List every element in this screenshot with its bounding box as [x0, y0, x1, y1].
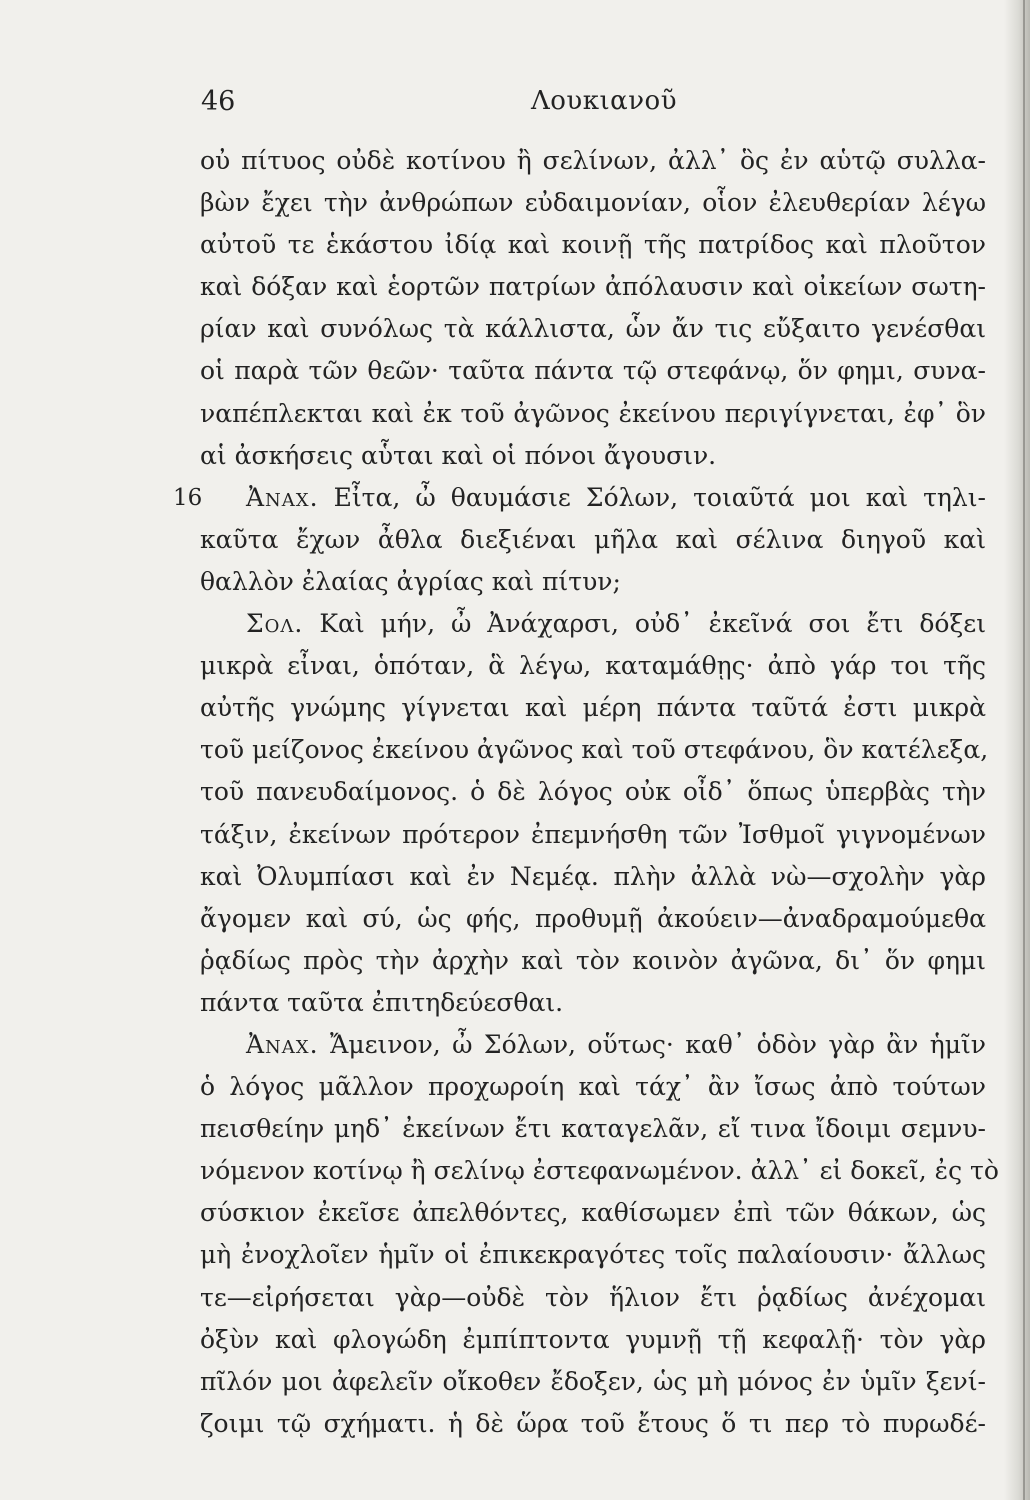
text-line: μὴ ἐνοχλοῖεν ἡμῖν οἱ ἐπικεκραγότες τοῖς παλαίουσιν· ἄλλως	[200, 1240, 986, 1270]
text-line: ρίαν καὶ συνόλως τὰ κάλλιστα, ὧν ἄν τις εὔξαιτο γενέσθαι	[200, 314, 986, 344]
text-line: τοῦ μείζονος ἐκείνου ἀγῶνος καὶ τοῦ στεφάνου, ὃν κατέλεξα,	[200, 735, 989, 765]
text-line: ὀξὺν καὶ φλογώδη ἐμπίπτοντα γυμνῇ τῇ κεφαλῇ· τὸν γὰρ	[200, 1324, 986, 1354]
text-line: πάντα ταῦτα ἐπιτηδεύεσθαι.	[200, 987, 564, 1017]
text-line: οὐ πίτυος οὐδὲ κοτίνου ἢ σελίνων, ἀλλ᾽ ὃς ἐν αὑτῷ συλλα-	[200, 146, 986, 175]
page-edge-line	[1023, 0, 1025, 1500]
line-text: Εἶτα, ὦ θαυμάσιε Σόλων, τοιαῦτά μοι καὶ τηλι-	[333, 482, 986, 512]
text-line: πῖλόν μοι ἀφελεῖν οἴκοθεν ἔδοξεν, ὡς μὴ μόνος ἐν ὑμῖν ξενί-	[200, 1366, 986, 1396]
text-line: αὐτῆς γνώμης γίγνεται καὶ μέρη πάντα ταῦτά ἐστι μικρὰ	[200, 693, 986, 723]
text-line: ὁ λόγος μᾶλλον προχωροίη καὶ τάχ᾽ ἂν ἴσως ἀπὸ τούτων	[200, 1072, 986, 1102]
speaker-label: Ἀναχ.	[246, 482, 319, 512]
body-text	[173, 140, 999, 1445]
text-line: αἱ ἀσκήσεις αὗται καὶ οἱ πόνοι ἄγουσιν.	[200, 440, 717, 470]
section-number: 16	[173, 484, 203, 511]
text-line: ἄγομεν καὶ σύ, ὡς φής, προθυμῇ ἀκούειν—ἀναδραμούμεθα	[200, 903, 986, 933]
speaker-label: Ἀναχ.	[246, 1029, 319, 1059]
text-line: βὼν ἔχει τὴν ἀνθρώπων εὐδαιμονίαν, οἷον ἐλευθερίαν λέγω	[200, 188, 986, 218]
page-header	[201, 86, 981, 126]
paragraph-first-line	[200, 1024, 986, 1066]
speaker-label: Σολ.	[246, 609, 304, 639]
text-line: ναπέπλεκται καὶ ἐκ τοῦ ἀγῶνος ἐκείνου περιγίγνεται, ἐφ᾽ ὃν	[200, 398, 986, 428]
text-line: μικρὰ εἶναι, ὁπόταν, ἃ λέγω, καταμάθῃς· ἀπὸ γάρ τοι τῆς	[200, 651, 986, 681]
text-line: ῥᾳδίως πρὸς τὴν ἀρχὴν καὶ τὸν κοινὸν ἀγῶνα, δι᾽ ὅν φημι	[200, 945, 986, 975]
text-line: καὶ δόξαν καὶ ἑορτῶν πατρίων ἀπόλαυσιν καὶ οἰκείων σωτη-	[200, 272, 986, 302]
text-line: τε—εἰρήσεται γὰρ—οὐδὲ τὸν ἥλιον ἔτι ῥᾳδίως ἀνέχομαι	[200, 1282, 986, 1312]
page-edge-shadow	[1004, 0, 1030, 1500]
text-line: θαλλὸν ἐλαίας ἀγρίας καὶ πίτυν;	[200, 566, 621, 596]
text-line: καῦτα ἔχων ἆθλα διεξιέναι μῆλα καὶ σέλινα διηγοῦ καὶ	[200, 524, 986, 554]
text-line: αὐτοῦ τε ἑκάστου ἰδίᾳ καὶ κοινῇ τῆς πατρίδος καὶ πλοῦτον	[200, 230, 986, 260]
running-title: Λουκιανοῦ	[531, 86, 678, 116]
text-line: νόμενον κοτίνῳ ἢ σελίνῳ ἐστεφανωμένον. ἀλλ᾽ εἰ δοκεῖ, ἐς τὸ	[200, 1156, 999, 1186]
text-line: τάξιν, ἐκείνων πρότερον ἐπεμνήσθη τῶν Ἰσθμοῖ γιγνομένων	[200, 819, 986, 849]
text-line: οἱ παρὰ τῶν θεῶν· ταῦτα πάντα τῷ στεφάνῳ, ὅν φημι, συνα-	[200, 356, 986, 386]
line-text: Καὶ μήν, ὦ Ἀνάχαρσι, οὐδ᾽ ἐκεῖνά σοι ἔτι δόξει	[319, 609, 986, 639]
text-line: σύσκιον ἐκεῖσε ἀπελθόντες, καθίσωμεν ἐπὶ τῶν θάκων, ὡς	[200, 1198, 986, 1228]
text-line: καὶ Ὀλυμπίασι καὶ ἐν Νεμέᾳ. πλὴν ἀλλὰ νὼ—σχολὴν γὰρ	[200, 861, 986, 891]
text-line: πεισθείην μηδ᾽ ἐκείνων ἔτι καταγελᾶν, εἴ τινα ἴδοιμι σεμνυ-	[200, 1114, 986, 1144]
line-text: Ἄμεινον, ὦ Σόλων, οὕτως· καθ᾽ ὁδὸν γὰρ ἂν ἡμῖν	[329, 1029, 986, 1059]
paragraph-first-line	[200, 603, 986, 645]
text-line: ζοιμι τῷ σχήματι. ἡ δὲ ὥρα τοῦ ἔτους ὅ τι περ τὸ πυρωδέ-	[200, 1408, 986, 1438]
page-number: 46	[201, 86, 236, 117]
text-line: τοῦ πανευδαίμονος. ὁ δὲ λόγος οὐκ οἶδ᾽ ὅπως ὑπερβὰς τὴν	[200, 777, 986, 807]
paragraph-first-line	[173, 477, 986, 519]
